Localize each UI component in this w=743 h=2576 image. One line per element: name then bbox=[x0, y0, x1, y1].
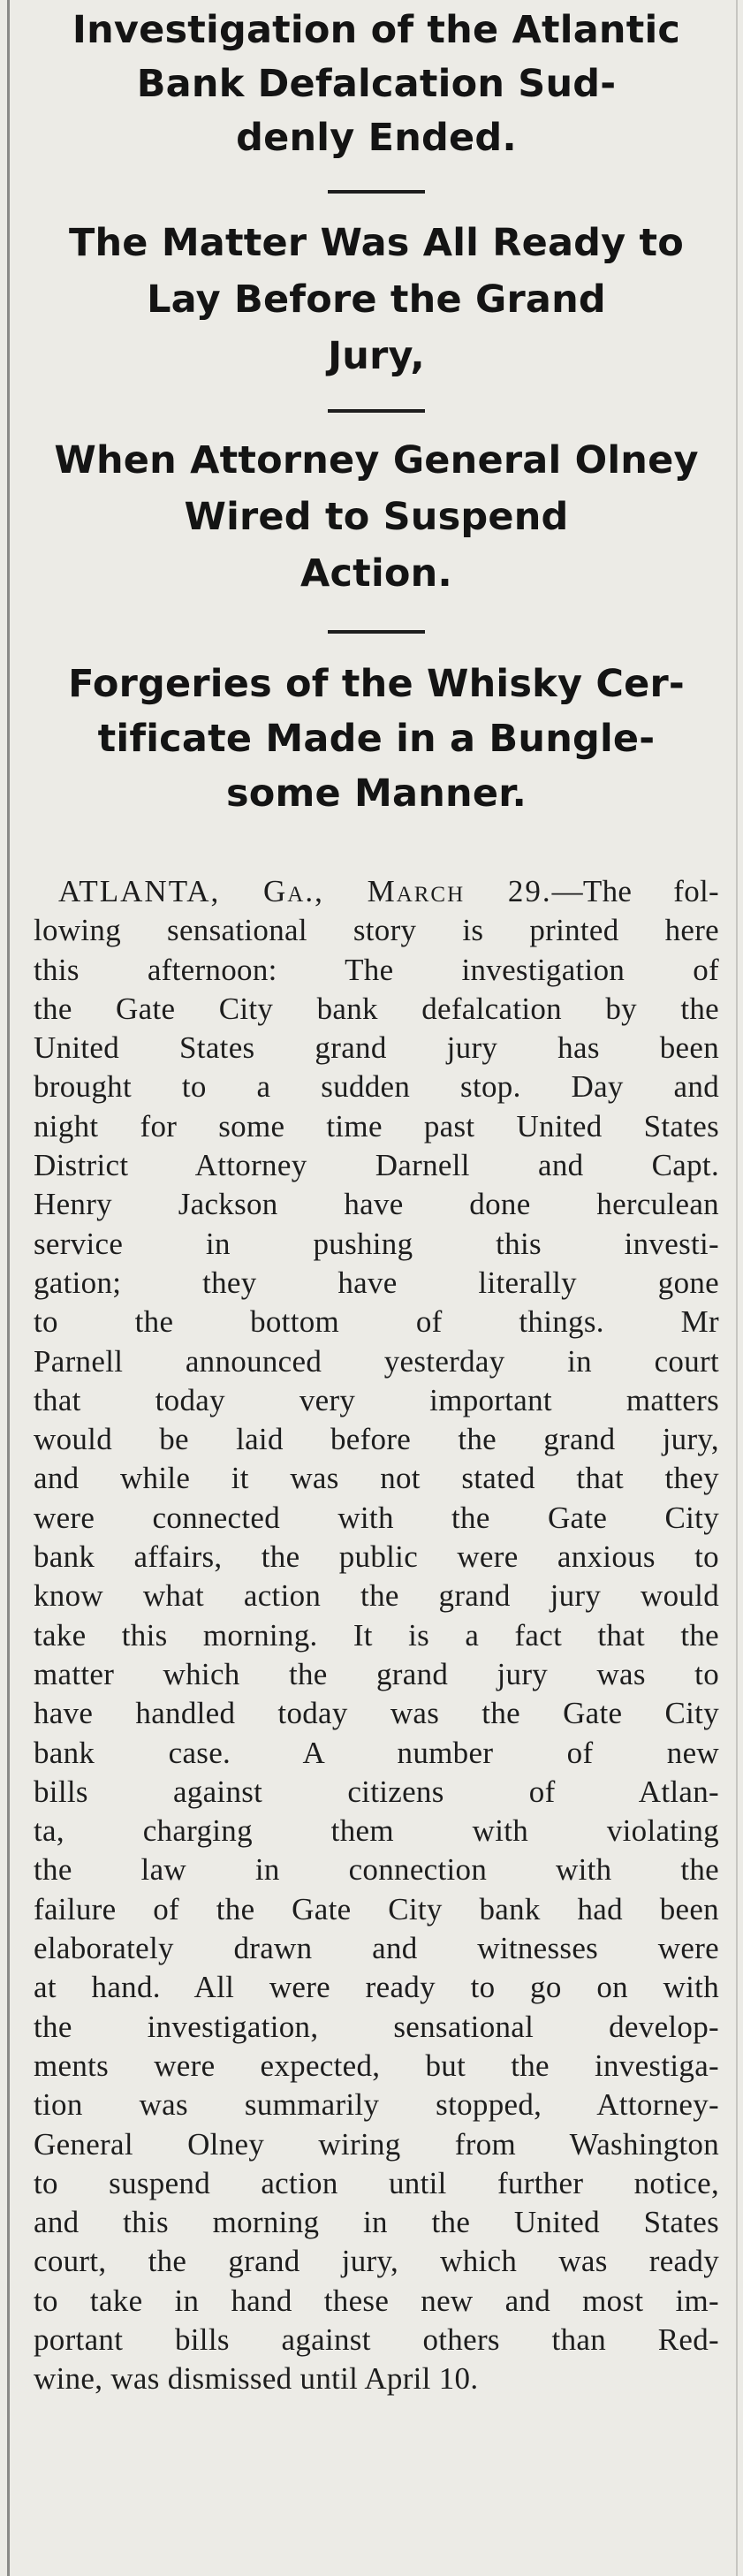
headline-divider bbox=[328, 630, 425, 634]
article-body bbox=[34, 872, 719, 2399]
article-line: to take in hand these new and most im- bbox=[34, 2283, 719, 2318]
article-line: Henry Jackson have done herculean bbox=[34, 1187, 719, 1222]
article-line: bills against citizens of Atlan- bbox=[34, 1774, 719, 1809]
headline-line: Bank Defalcation Sud- bbox=[136, 62, 617, 106]
article-line: matter which the grand jury was to bbox=[34, 1656, 719, 1691]
headline-line: denly Ended. bbox=[236, 116, 517, 160]
headline-deck-3 bbox=[34, 432, 719, 602]
article-line: take this morning. It is a fact that the bbox=[34, 1617, 719, 1653]
headline-deck-4 bbox=[34, 657, 719, 821]
headline-line: Action. bbox=[300, 551, 452, 596]
article-line: this afternoon: The investigation of bbox=[34, 952, 719, 987]
article-line: gation; they have literally gone bbox=[34, 1265, 719, 1300]
article-line: elaborately drawn and witnesses were bbox=[34, 1931, 719, 1966]
headline-divider bbox=[328, 190, 425, 194]
column-rule-left bbox=[7, 0, 10, 2576]
article-line: court, the grand jury, which was ready bbox=[34, 2244, 719, 2279]
article-line: to the bottom of things. Mr bbox=[34, 1304, 719, 1340]
article-line: were connected with the Gate City bbox=[34, 1500, 719, 1535]
article-line: would be laid before the grand jury, bbox=[34, 1422, 719, 1457]
dateline: ATLANTA, Ga., March 29. bbox=[58, 874, 552, 908]
headline-line: tificate Made in a Bungle- bbox=[97, 717, 656, 761]
article-line: to suspend action until further notice, bbox=[34, 2165, 719, 2200]
article-line: lowing sensational story is printed here bbox=[34, 913, 719, 948]
article-line: tion was summarily stopped, Attorney- bbox=[34, 2087, 719, 2123]
headline-line: Wired to Suspend bbox=[184, 495, 569, 539]
article-line: that today very important matters bbox=[34, 1382, 719, 1417]
headline-line: When Attorney General Olney bbox=[54, 438, 699, 483]
headline-divider bbox=[328, 409, 425, 413]
article-line: —The fol- bbox=[551, 874, 719, 908]
headline-line: Forgeries of the Whisky Cer- bbox=[68, 662, 685, 706]
headline-deck-1 bbox=[34, 0, 719, 165]
article-line: District Attorney Darnell and Capt. bbox=[34, 1148, 719, 1183]
article-line: ments were expected, but the investiga- bbox=[34, 2048, 719, 2083]
article-line: know what action the grand jury would bbox=[34, 1578, 719, 1614]
article-line: General Olney wiring from Washington bbox=[34, 2126, 719, 2162]
article-line: service in pushing this investi- bbox=[34, 1226, 719, 1261]
headline-line: Investigation of the Atlantic bbox=[72, 8, 681, 52]
article-line: Parnell announced yesterday in court bbox=[34, 1343, 719, 1379]
article-line: the Gate City bank defalcation by the bbox=[34, 991, 719, 1026]
article-line: and this morning in the United States bbox=[34, 2205, 719, 2240]
article-line: bank case. A number of new bbox=[34, 1735, 719, 1770]
article-column bbox=[34, 0, 719, 2399]
article-line: bank affairs, the public were anxious to bbox=[34, 1539, 719, 1575]
headline-line: The Matter Was All Ready to bbox=[68, 221, 685, 265]
article-line: United States grand jury has been bbox=[34, 1030, 719, 1066]
article-line: wine, was dismissed until April 10. bbox=[34, 2361, 479, 2397]
article-line: night for some time past United States bbox=[34, 1108, 719, 1144]
headline-line: Jury, bbox=[328, 334, 425, 378]
column-rule-right bbox=[736, 0, 738, 2576]
article-line: at hand. All were ready to go on with bbox=[34, 1970, 719, 2005]
article-line: failure of the Gate City bank had been bbox=[34, 1891, 719, 1926]
headline-deck-2 bbox=[34, 215, 719, 384]
article-line: portant bills against others than Red- bbox=[34, 2321, 719, 2357]
headline-line: Lay Before the Grand bbox=[147, 277, 606, 322]
headline-line: some Manner. bbox=[225, 771, 527, 816]
article-first-line bbox=[34, 872, 719, 911]
article-line: brought to a sudden stop. Day and bbox=[34, 1069, 719, 1105]
article-line: the investigation, sensational develop- bbox=[34, 2009, 719, 2044]
article-line: the law in connection with the bbox=[34, 1852, 719, 1888]
article-line: ta, charging them with violating bbox=[34, 1813, 719, 1849]
article-line: have handled today was the Gate City bbox=[34, 1696, 719, 1731]
article-line: and while it was not stated that they bbox=[34, 1461, 719, 1496]
